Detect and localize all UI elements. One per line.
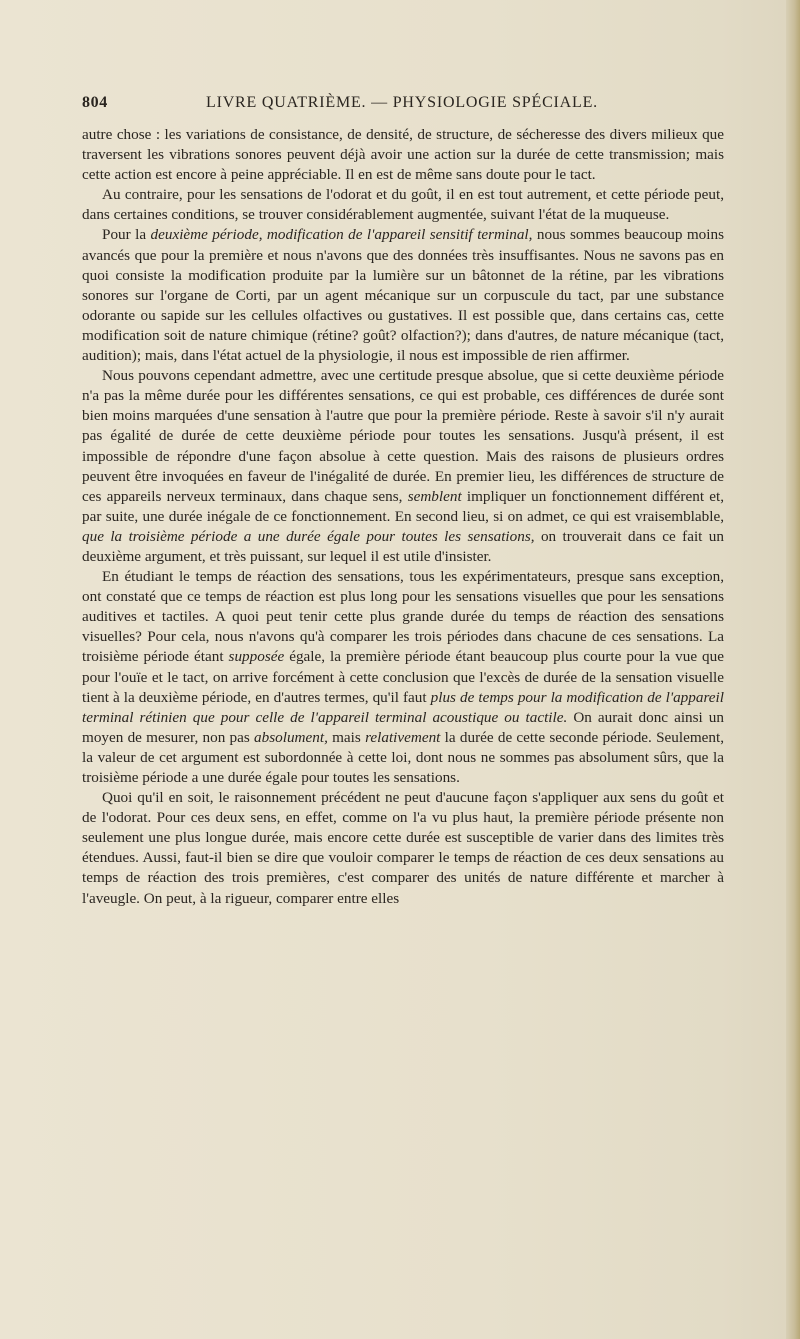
paragraph	[82, 788, 724, 909]
text-run: impliquer un fonctionnement différent et, par suite, une durée inégale de ce fonctionnement. En second lieu, si on admet, ce qui est vraisemblable,	[82, 487, 724, 525]
italic-text: semblent	[407, 487, 462, 505]
text-run: autre chose : les variations de consistance, de densité, de structure, de sécheresse des divers milieux que traversent les vibrations sonores peuvent déjà avoir une action sur la durée de cette transmission; mais cette action est encore à peine appréciable. Il en est de même sans doute pour le tact.	[82, 126, 724, 184]
running-head	[82, 94, 722, 116]
italic-text: absolument,	[254, 728, 328, 746]
italic-text: que la troisième période a une durée égale pour toutes les sensations,	[82, 527, 535, 545]
text-run: Pour la	[102, 226, 151, 244]
paragraph	[82, 567, 724, 788]
text-run: nous sommes beaucoup moins avancés que pour la première et nous n'avons que des données très insuffisantes. Nous ne savons pas en quoi consiste la modification produite par la lumière sur un bâtonnet de la rétine, par les vibrations sonores sur l'organe de Corti, par un agent mécanique sur un corpuscule du tact, par une substance odorante ou sapide sur les cellules olfactives ou gustatives. Il est possible que, dans certains cas, cette modification soit de nature chimique (rétine? goût? olfaction?); dans d'autres, de nature mécanique (tact, audition); mais, dans l'état actuel de la physiologie, il nous est impossible de rien affirmer.	[82, 226, 724, 365]
text-run: la durée de cette seconde période. Seulement, la valeur de cet argument est subordonnée à cette loi, dont nous ne sommes pas absolument sûrs, que la troisième période a une durée égale pour toutes les sensations.	[82, 728, 724, 786]
paragraph	[82, 366, 724, 567]
italic-text: deuxième période, modification de l'appareil sensitif terminal,	[150, 226, 533, 244]
text-run: mais	[327, 728, 366, 746]
page-number: 804	[82, 94, 108, 111]
text-run: Au contraire, pour les sensations de l'odorat et du goût, il en est tout autrement, et cette période peut, dans certaines conditions, se trouver considérablement augmentée, suivant l'état de la muqueuse.	[82, 186, 724, 224]
page-edge	[786, 0, 800, 1339]
text-run: On aurait donc ainsi un moyen de mesurer, non pas	[82, 708, 724, 746]
running-head-title: LIVRE QUATRIÈME. — PHYSIOLOGIE SPÉCIALE.	[206, 94, 598, 111]
paragraph	[82, 185, 724, 225]
text-run: Nous pouvons cependant admettre, avec une certitude presque absolue, que si cette deuxième période n'a pas la même durée pour les différentes sensations, ce qui est probable, ces différences de durée sont bien moins marquées d'une sensation à l'autre que pour la première période. Reste à savoir s'il n'y aurait pas égalité de durée de cette deuxième période pour toutes les sensations. Jusqu'à présent, il est impossible de répondre d'une façon absolue à cette question. Mais des raisons de plusieurs ordres peuvent être invoquées en faveur de l'inégalité de durée. En premier lieu, les différences de structure de ces appareils nerveux terminaux, dans chaque sens,	[82, 367, 724, 505]
paragraph	[82, 225, 724, 366]
italic-text: relativement	[365, 728, 441, 746]
body-text	[82, 125, 724, 909]
text-run: Quoi qu'il en soit, le raisonnement précédent ne peut d'aucune façon s'appliquer aux sens du goût et de l'odorat. Pour ces deux sens, en effet, comme on l'a vu plus haut, la première période présente non seulement une plus longue durée, mais encore cette durée est susceptible de varier dans des limites très étendues. Aussi, faut-il bien se dire que vouloir comparer le temps de réaction de ces deux sensations au temps de réaction des trois premières, c'est comparer des unités de nature différente et marcher à l'aveugle. On peut, à la rigueur, comparer entre elles	[82, 789, 724, 907]
text-run: En étudiant le temps de réaction des sensations, tous les expérimentateurs, presque sans exception, ont constaté que ce temps de réaction est plus long pour les sensations visuelles que pour les sensations auditives et tactiles. A quoi peut tenir cette plus grande durée du temps de réaction des sensations visuelles? Pour cela, nous n'avons qu'à comparer les trois périodes dans chacune de ces sensations. La troisième période étant	[82, 568, 724, 666]
text-run: égale, la première période étant beaucoup plus courte pour la vue que pour l'ouïe et le tact, on arrive forcément à cette conclusion que l'excès de durée de la sensation visuelle tient à la deuxième période, en d'autres termes, qu'il faut	[82, 648, 724, 706]
text-run: on trouverait dans ce fait un deuxième argument, et très puissant, sur lequel il est utile d'insister.	[82, 527, 724, 565]
italic-text: plus de temps pour la modification de l'appareil terminal rétinien que pour celle de l'appareil terminal acoustique ou tactile.	[82, 688, 724, 726]
italic-text: supposée	[228, 648, 285, 666]
paragraph	[82, 125, 724, 185]
